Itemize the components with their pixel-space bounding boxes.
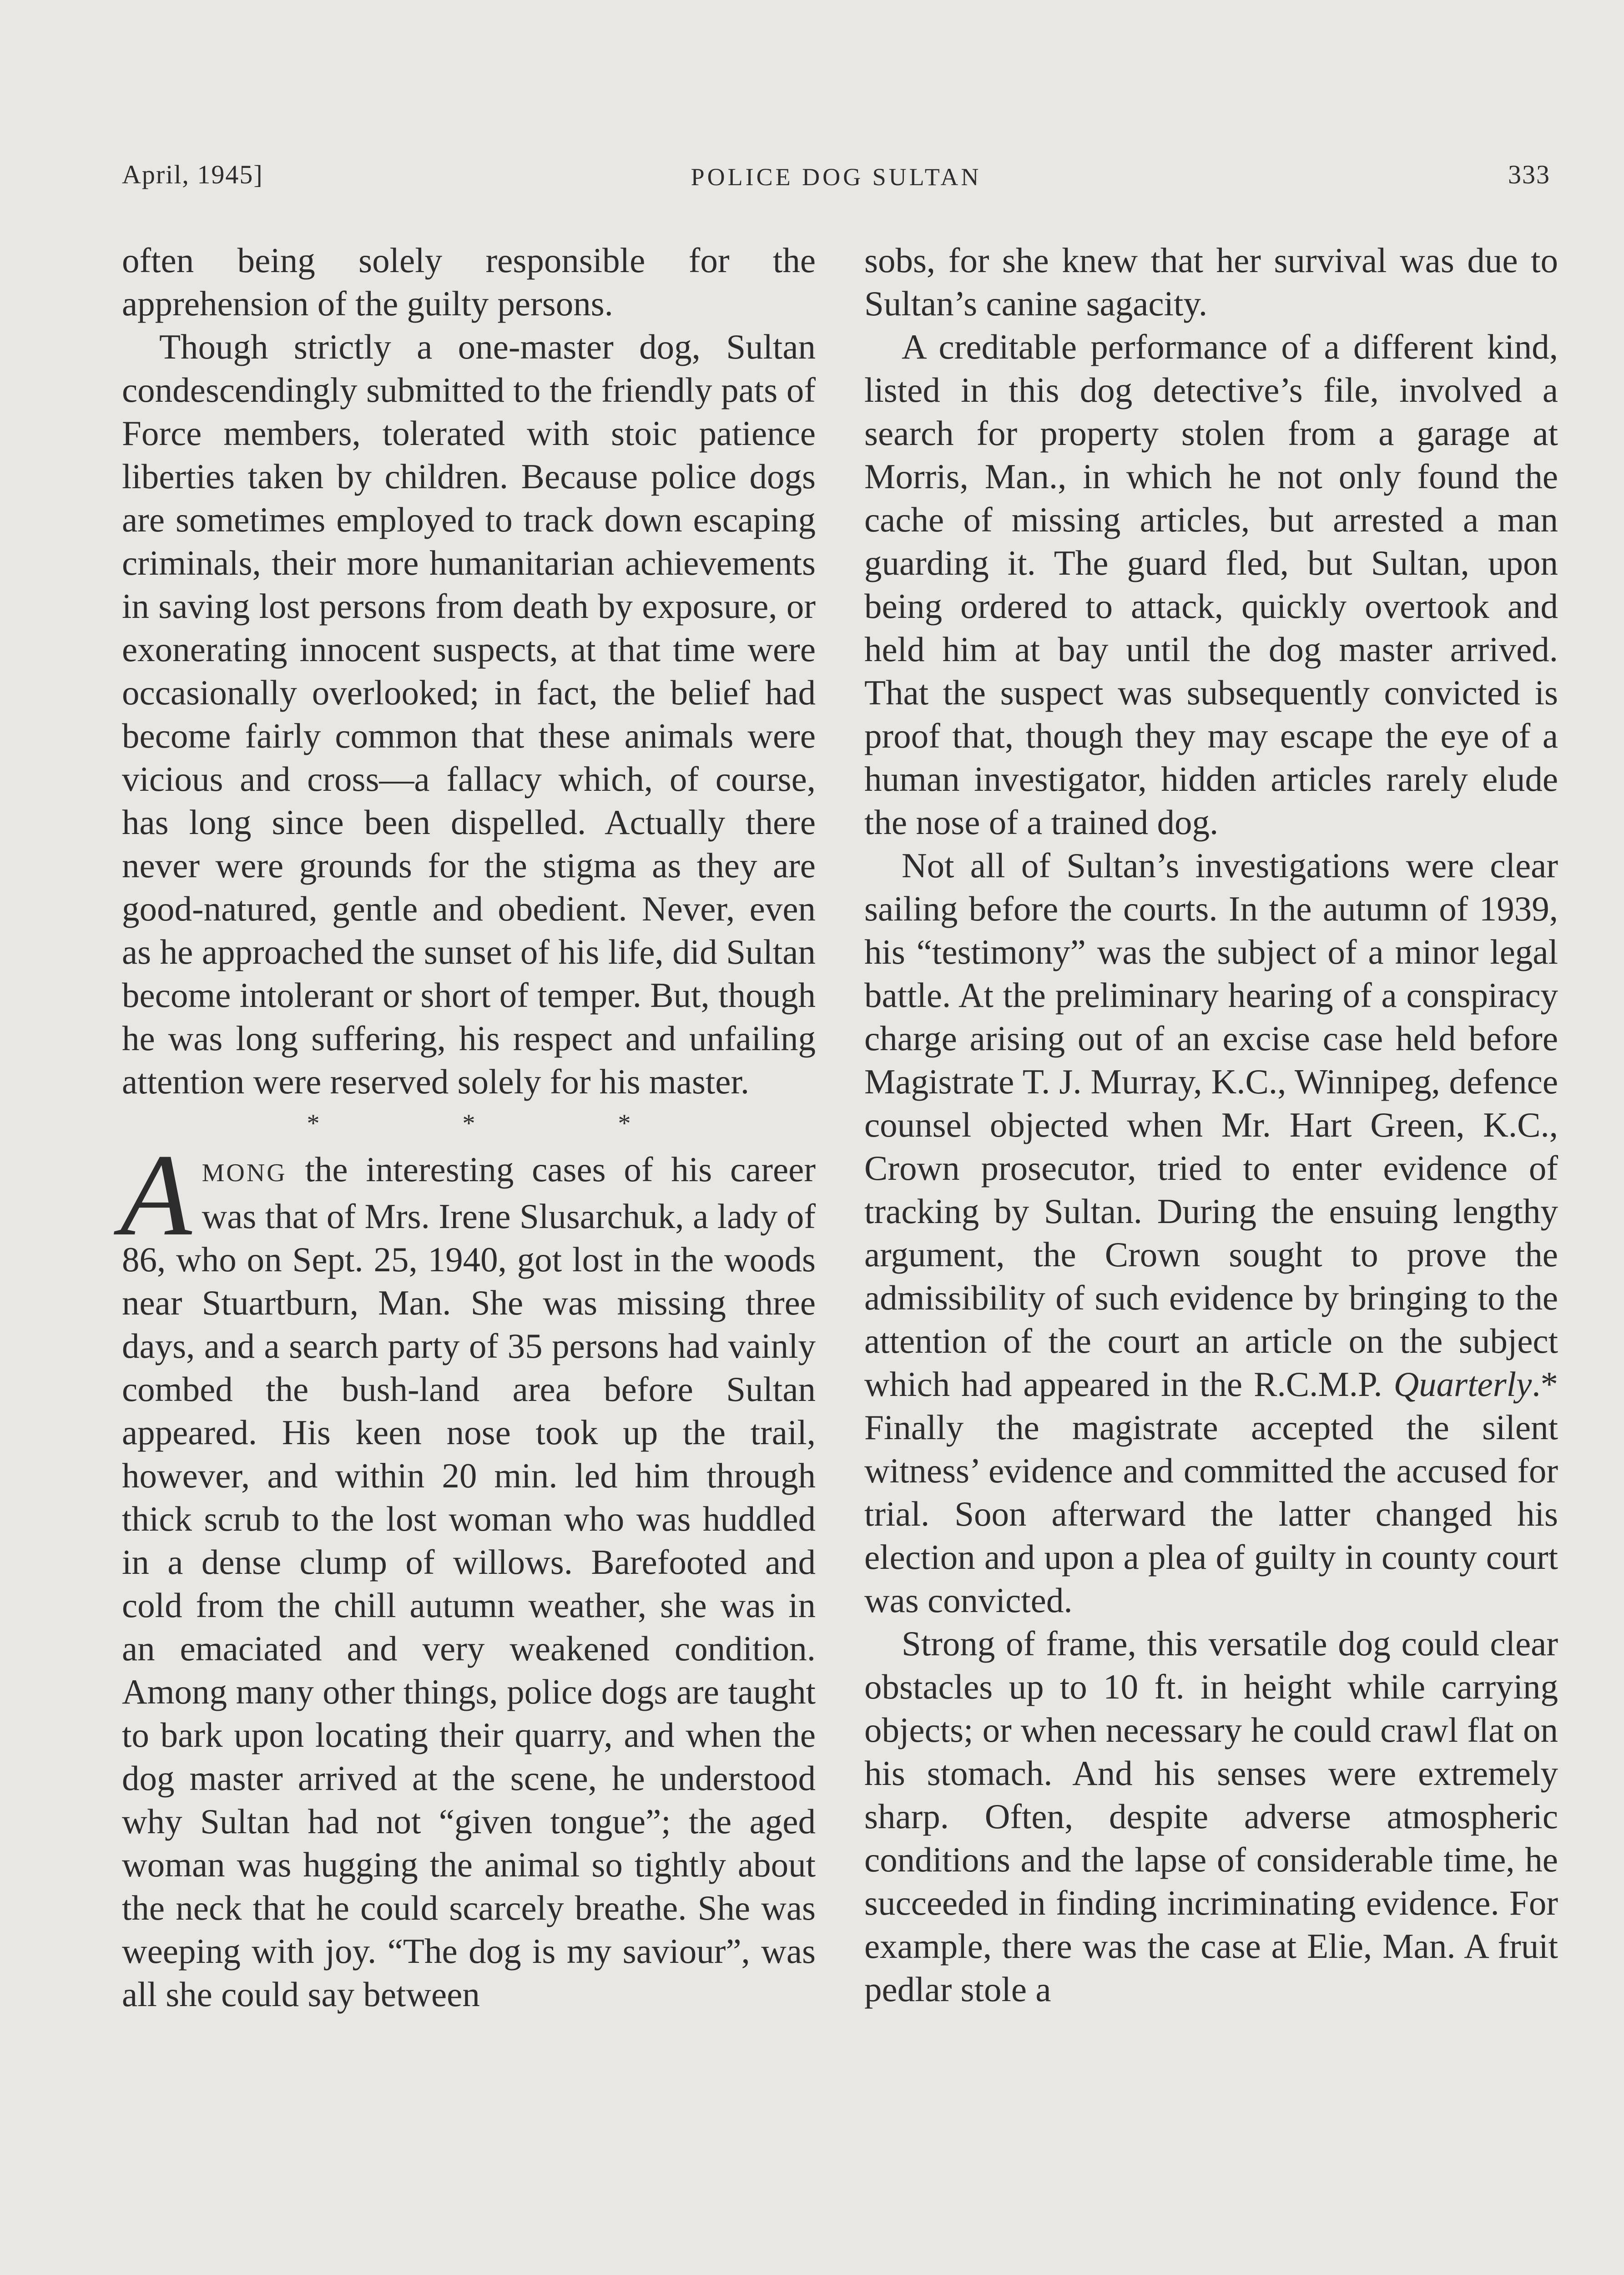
paragraph: A creditable performance of a different kind, listed in this dog detective’s file, involved a search for property stolen from a garage at Morris, Man., in which he not only found the cache of missing articles, but arrested a man guarding it. The guard fled, but Sultan, upon being ordered to attack, quickly overtook and held him at bay until the dog master arrived. That the suspect was subsequently convicted is proof that, though they may escape the eye of a human investigator, hidden articles rarely elude the nose of a trained dog.	[864, 327, 1558, 842]
section-separator: * * *	[307, 1109, 699, 1138]
paragraph	[864, 844, 1558, 1622]
paragraph	[120, 1130, 816, 2016]
issue-date: April, 1945]	[122, 160, 263, 189]
paragraph: often being solely responsible for the apprehension of the guilty persons.	[122, 241, 816, 323]
small-caps-lead: MONG	[202, 1159, 287, 1187]
paragraph-text: the interesting cases of his career was that of Mrs. Irene Slusarchuk, a lady of 86, who on Sept. 25, 1940, got lost in the woods near Stuartburn, Man. She was missing three days, and a search party of 35 persons had vainly combed the bush-land area before Sultan appeared. His keen nose took up the trail, however, and within 20 min. led him through thick scrub to the lost woman who was huddled in a dense clump of willows. Barefooted and cold from the chill autumn weather, she was in an emaciated and very weakened condition. Among many other things, police dogs are taught to bark upon locating their quarry, and when the dog master arrived at the scene, he understood why Sultan had not “given tongue”; the aged woman was hugging the animal so tightly about the neck that he could scarcely breathe. She was weeping with joy. “The dog is my saviour”, was all she could say between	[122, 1150, 816, 2014]
right-column	[864, 239, 1558, 2011]
paragraph: Though strictly a one-master dog, Sultan condescendingly submitted to the friendly pats of Force members, tolerated with stoic patience liberties taken by children. Because police dogs are sometimes employed to track down escaping criminals, their more humanitarian achievements in saving lost persons from death by exposure, or exonerating innocent suspects, at that time were occasionally overlooked; in fact, the belief had become fairly common that these animals were vicious and cross—a fallacy which, of course, has long since been dispelled. Actually there never were grounds for the stigma as they are good-natured, gentle and obedient. Never, even as he approached the sunset of his life, did Sultan become intolerant or short of temper. But, though he was long suffering, his respect and unfailing attention were reserved solely for his master.	[122, 327, 816, 1101]
running-header	[122, 159, 1550, 200]
paragraph-text: Not all of Sultan’s investigations were clear sailing before the courts. In the autumn of 1939, his “testimony” was the subject of a minor legal battle. At the preliminary hearing of a conspiracy charge arising out of an excise case held before Magistrate T. J. Murray, K.C., Winnipeg, defence counsel objected when Mr. Hart Green, K.C., Crown prosecutor, tried to enter evidence of tracking by Sultan. During the ensuing lengthy argument, the Crown sought to prove the admissibility of such evidence by bringing to the attention of the court an article on the subject which had appeared in the R.C.M.P.	[864, 846, 1558, 1404]
page-number: 333	[1508, 160, 1550, 189]
paragraph-text: .* Finally the magistrate accepted the silent witness’ evidence and committed the accused for trial. Soon afterward the latter changed his election and upon a plea of guilty in county court was convicted.	[864, 1365, 1558, 1620]
drop-cap: A	[120, 1130, 192, 1260]
paragraph: sobs, for she knew that her survival was due to Sultan’s canine sagacity.	[864, 241, 1558, 323]
running-title: POLICE DOG SULTAN	[691, 163, 982, 191]
left-column	[122, 239, 816, 2016]
journal-title: Quarterly	[1393, 1365, 1532, 1404]
paragraph: Strong of frame, this versatile dog could clear obstacles up to 10 ft. in height while carrying objects; or when necessary he could crawl flat on his stomach. And his senses were extremely sharp. Often, despite adverse atmospheric conditions and the lapse of considerable time, he succeeded in finding incriminating evidence. For example, there was the case at Elie, Man. A fruit pedlar stole a	[864, 1624, 1558, 2009]
